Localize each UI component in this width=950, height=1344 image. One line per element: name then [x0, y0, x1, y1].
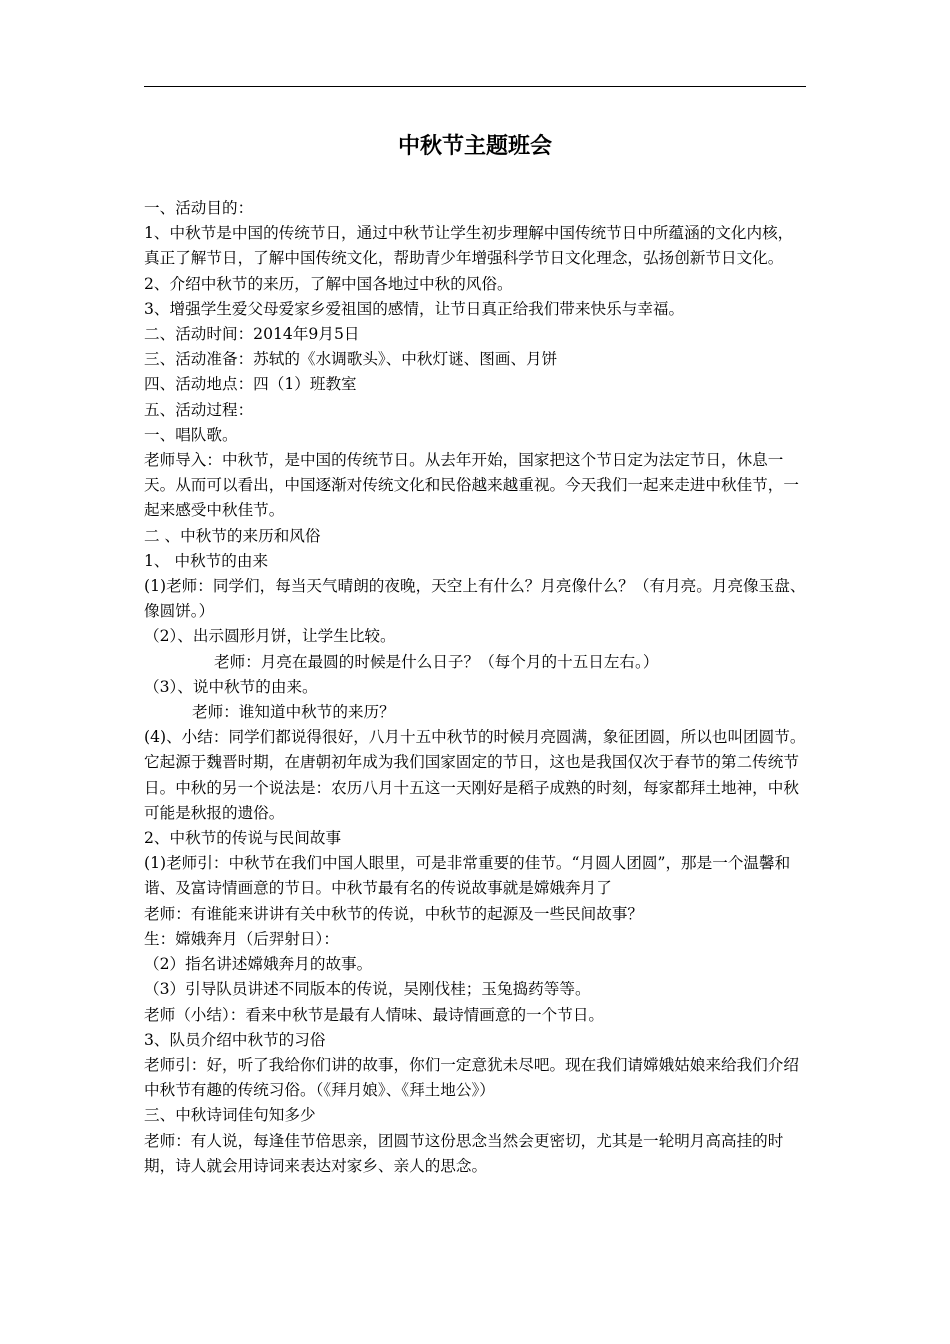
customs-teacher: 老师引：好，听了我给你们讲的故事，你们一定意犹未尽吧。现在我们请嫦娥姑娘来给我们介绍中秋节有趣的传统习俗。（《拜月娘》、《拜土地公》）: [144, 1055, 799, 1100]
section-heading-origin: 二 、中秋节的来历和风俗: [144, 526, 321, 545]
document-body: [144, 196, 806, 1179]
origin-step-1: (1)老师：同学们，每当天气晴朗的夜晚，天空上有什么？月亮像什么？（有月亮。月亮像玉盘、像圆饼。）: [144, 577, 806, 621]
subheading-customs: 3、队员介绍中秋节的习俗: [144, 1030, 326, 1049]
header-rule: [144, 86, 806, 87]
activity-time: 二、活动时间：2014年9月5日: [144, 325, 360, 344]
subheading-legends: 2、中秋节的传说与民间故事: [144, 829, 342, 848]
section-heading-process: 五、活动过程：: [144, 400, 254, 419]
purpose-item-1: 1、中秋节是中国的传统节日，通过中秋节让学生初步理解中国传统节日中所蕴涵的文化内核，真正了解节日，了解中国传统文化，帮助青少年增强科学节日文化理念，弘扬创新节日文化。: [144, 224, 794, 268]
origin-step-4: (4)、小结：同学们都说得很好，八月十五中秋节的时候月亮圆满，象征团圆，所以也叫团圆节。它起源于魏晋时期，在唐朝初年成为我们国家固定的节日，这也是我国仅次于春节的第二传统节日。中秋的另一个说法是：农历八月十五这一天刚好是稻子成熟的时刻，每家都拜土地神，中秋可能是秋报的遗俗。: [144, 728, 806, 822]
teacher-intro: 老师导入：中秋节，是中国的传统节日。从去年开始，国家把这个节日定为法定节日，休息一天。从而可以看出，中国逐渐对传统文化和民俗越来越重视。今天我们一起来走进中秋佳节，一起来感受中秋佳节。: [144, 451, 799, 520]
section-heading-poetry: 三、中秋诗词佳句知多少: [144, 1106, 316, 1125]
legend-teacher-question: 老师：有谁能来讲讲有关中秋节的传说，中秋节的起源及一些民间故事？: [144, 904, 644, 923]
legend-summary: 老师（小结）：看来中秋节是最有人情味、最诗情画意的一个节日。: [144, 1005, 605, 1024]
subheading-origin: 1、 中秋节的由来: [144, 551, 269, 570]
origin-step-3-teacher: 老师：谁知道中秋节的来历？: [192, 703, 395, 722]
section-heading-purpose: 一、活动目的：: [144, 199, 254, 217]
legend-step-2: （2）指名讲述嫦娥奔月的故事。: [144, 955, 373, 974]
purpose-item-2: 2、介绍中秋节的来历，了解中国各地过中秋的风俗。: [144, 274, 513, 293]
purpose-item-3: 3、增强学生爱父母爱家乡爱祖国的感情，让节日真正给我们带来快乐与幸福。: [144, 299, 685, 318]
activity-location: 四、活动地点：四（1）班教室: [144, 375, 357, 394]
legend-step-3: （3）引导队员讲述不同版本的传说，吴刚伐桂；玉兔捣药等等。: [144, 980, 591, 999]
poetry-teacher: 老师：有人说，每逢佳节倍思亲，团圆节这份思念当然会更密切，尤其是一轮明月高高挂的时期，诗人就会用诗词来表达对家乡、亲人的思念。: [144, 1131, 784, 1175]
step-sing-song: 一、唱队歌。: [144, 425, 238, 444]
document-title: 中秋节主题班会: [397, 134, 552, 159]
origin-step-3: （3）、说中秋节的由来。: [144, 677, 318, 696]
legend-student-answer: 生：嫦娥奔月（后羿射日）：: [144, 929, 339, 948]
origin-step-2-teacher: 老师：月亮在最圆的时候是什么日子？（每个月的十五日左右。）: [214, 652, 659, 671]
legend-step-1: (1)老师引：中秋节在我们中国人眼里，可是非常重要的佳节。“月圆人团圆”，那是一个温馨和谐、及富诗情画意的节日。中秋节最有名的传说故事就是嫦娥奔月了: [144, 854, 791, 898]
activity-preparation: 三、活动准备：苏轼的《水调歌头》、中秋灯谜、图画、月饼: [144, 350, 558, 369]
origin-step-2: （2）、出示圆形月饼，让学生比较。: [144, 627, 396, 646]
